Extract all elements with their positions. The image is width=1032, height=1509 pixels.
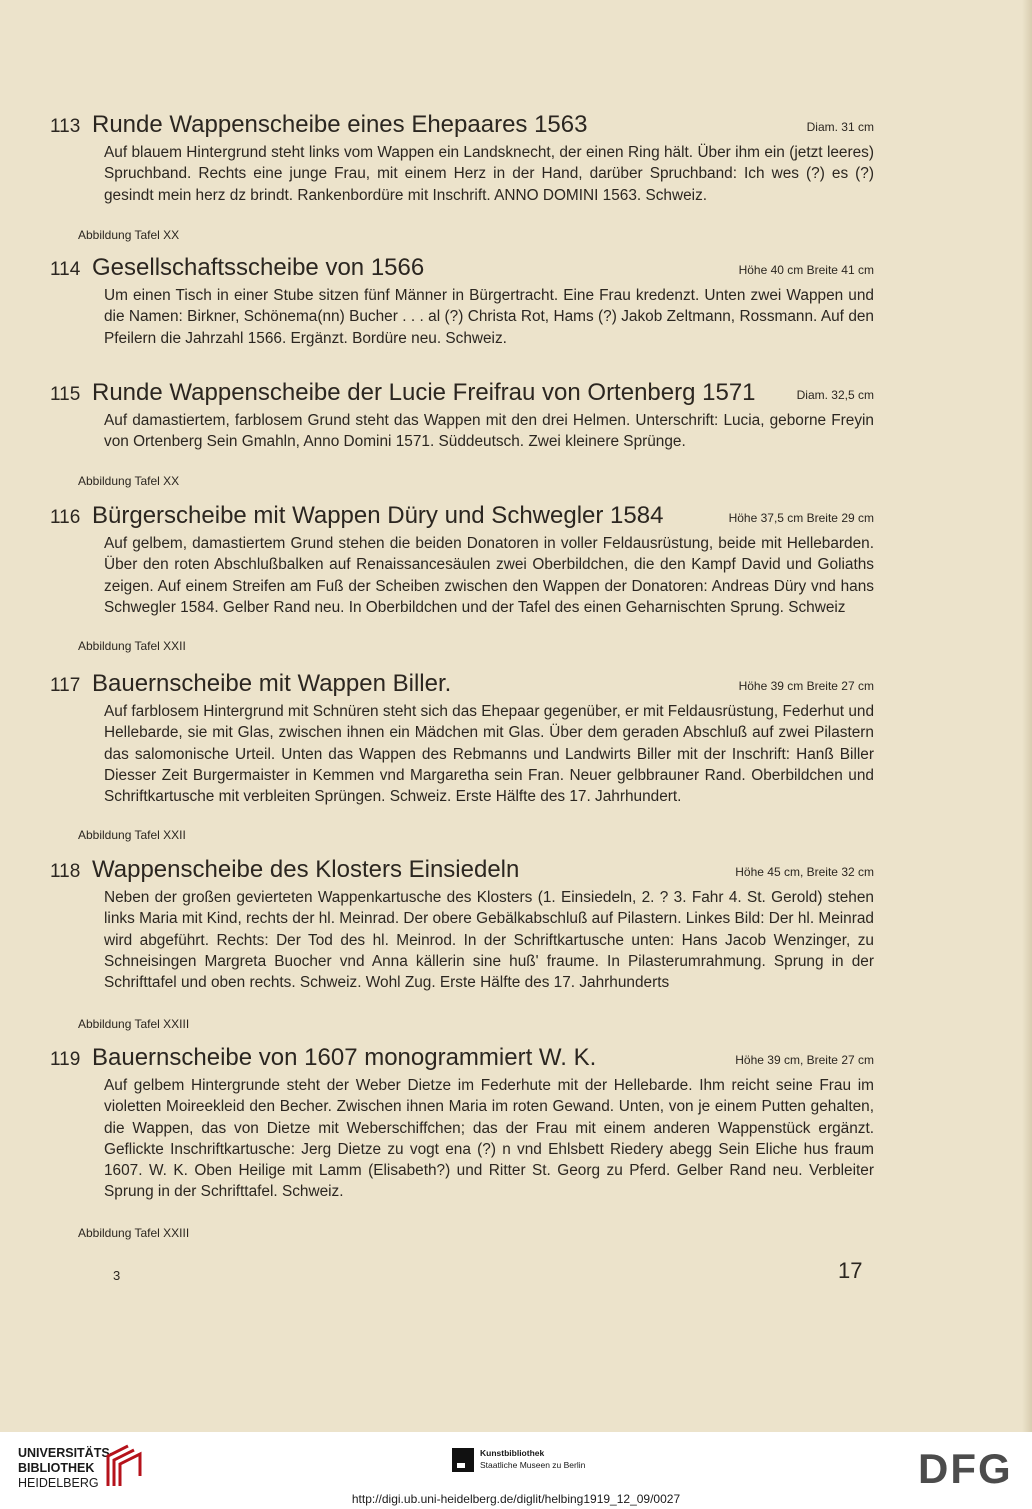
entry-dimensions: Höhe 39 cm, Breite 27 cm <box>735 1053 874 1067</box>
entry-dimensions: Höhe 37,5 cm Breite 29 cm <box>728 511 874 525</box>
permalink-url[interactable]: http://digi.ub.uni-heidelberg.de/diglit/helbing1919_12_09/0027 <box>351 1492 681 1506</box>
entry-plate-reference: Abbildung Tafel XX <box>78 228 180 242</box>
entry-description: Auf blauem Hintergrund steht links vom Wappen ein Landsknecht, der einen Ring hält. Über ihm ein (jetzt leeres) Spruchband. Rechts eine junge Frau, mit einem Herz in der Hand, darüber Spruchband: Ich wes (?) es (?) gesindt mein herz dz brindt. Rankenbordüre mit Inschrift. ANNO DOMINI 1563. Schweiz. <box>104 144 874 204</box>
entry-title: Wappenscheibe des Klosters Einsiedeln <box>92 856 520 883</box>
signature-mark: 3 <box>113 1268 121 1283</box>
lot-number: 119 <box>50 1049 81 1070</box>
lot-number: 116 <box>50 507 81 528</box>
university-library-name <box>18 1446 114 1491</box>
entry-description: Auf farblosem Hintergrund mit Schnüren steht sich das Ehepaar gegenüber, er mit Feldausrüstung, Federhut und Hellebarde, sie mit Glas, zwischen ihnen ein Mädchen mit Glas. Über dem geraden Abschluß auf zwei Pilastern das salomonische Urteil. Unten das Wappen des Rebmanns und Landwirts Biller mit der Inschrift: Hanß Biller Diesser Zeit Burgermaister in Kemmen vnd Margaretha sein Fran. Neuer gelbbrauner Rand. Oberbildchen und Schriftkartusche mit verbleiten Sprüngen. Schweiz. Erste Hälfte des 17. Jahrhundert. <box>104 703 874 806</box>
entry-title: Bauernscheibe mit Wappen Biller. <box>92 670 452 697</box>
lot-number: 114 <box>50 259 81 280</box>
entry-title: Runde Wappenscheibe eines Ehepaares 1563 <box>92 111 588 138</box>
lot-number: 118 <box>50 861 81 882</box>
dfg-logo: DFG <box>918 1445 1013 1492</box>
kunstbibliothek-logo-icon <box>452 1448 474 1472</box>
kb-line-2: Staatliche Museen zu Berlin <box>480 1460 586 1470</box>
kunstbibliothek-name <box>480 1447 585 1471</box>
entry-plate-reference: Abbildung Tafel XXIII <box>78 1226 190 1240</box>
entry-title: Bauernscheibe von 1607 monogrammiert W. K. <box>92 1044 597 1071</box>
entry-description: Auf gelbem Hintergrunde steht der Weber Dietze im Federhute mit der Hellebarde. Ihm reicht seine Frau im violetten Moireekleid den Becher. Zwischen ihnen Maria im roten Gewand. Unten, von je einem Putten gehalten, die Wappen, das von Dietze mit Weberschiffchen; das der Frau mit einem anderen Wappenstück ergänzt. Geflickte Inschriftkartusche: Jerg Dietze zu vogt ena (?) n vnd Ehlsbett Riedery abegg Sein Eliche hus fraum 1607. W. K. Oben Heilige mit Lamm (Elisabeth?) und Ritter St. Georg zu Pferd. Gelber Rand neu. Verbleiter Sprung in der Schrifttafel. Schweiz. <box>104 1077 874 1201</box>
lot-number: 115 <box>50 384 81 405</box>
entry-description: Auf damastiertem, farblosem Grund steht das Wappen mit den drei Helmen. Unterschrift: Lucia, geborne Freyin von Ortenberg Sein Gmahln, Anno Domini 1571. Süddeutsch. Zwei kleinere Sprünge. <box>104 412 874 451</box>
lot-number: 113 <box>50 116 81 137</box>
entry-plate-reference: Abbildung Tafel XX <box>78 474 180 488</box>
uni-line-2: BIBLIOTHEK <box>18 1461 95 1475</box>
uni-line-1: UNIVERSITÄTS- <box>18 1446 114 1460</box>
entry-dimensions: Diam. 31 cm <box>806 120 874 134</box>
lot-number: 117 <box>50 675 81 696</box>
entry-dimensions: Höhe 45 cm, Breite 32 cm <box>735 865 874 879</box>
footer-bar <box>0 1432 1032 1509</box>
entry-plate-reference: Abbildung Tafel XXII <box>78 639 186 653</box>
entry-dimensions: Diam. 32,5 cm <box>796 388 874 402</box>
university-library-logo-icon <box>104 1442 144 1490</box>
entry-description: Um einen Tisch in einer Stube sitzen fünf Männer in Bürgertracht. Eine Frau kredenzt. Unten zwei Wappen und die Namen: Birkner, Schönema(nn) Bucher . . . al (?) Christa Rot, Hams (?) Jakob Zeltmann, Rossmann. Auf den Pfeilern die Jahrzahl 1566. Ergänzt. Bordüre neu. Schweiz. <box>104 287 874 347</box>
entry-dimensions: Höhe 40 cm Breite 41 cm <box>738 263 874 277</box>
entry-dimensions: Höhe 39 cm Breite 27 cm <box>738 679 874 693</box>
page-number: 17 <box>838 1258 863 1283</box>
entry-description: Auf gelbem, damastiertem Grund stehen die beiden Donatoren in voller Feldausrüstung, beide mit Hellebarden. Über den roten Abschlußbalken auf Renaissancesäulen zwei Oberbildchen, die den Kampf David und Goliaths zeigen. Auf einem Streifen am Fuß der Scheiben zwischen den Wappen der Donatoren: Andreas Düry vnd hans Schwegler 1584. Gelber Rand neu. In Oberbildchen und der Tafel des einen Geharnischten Sprung. Schweiz <box>104 535 874 616</box>
kb-line-1: Kunstbibliothek <box>480 1448 545 1458</box>
entry-title: Bürgerscheibe mit Wappen Düry und Schwegler 1584 <box>92 502 664 529</box>
entry-plate-reference: Abbildung Tafel XXII <box>78 828 186 842</box>
entry-plate-reference: Abbildung Tafel XXIII <box>78 1017 190 1031</box>
entry-title: Gesellschaftsscheibe von 1566 <box>92 254 425 281</box>
entry-description: Neben der großen gevierteten Wappenkartusche des Klosters (1. Einsiedeln, 2. ? 3. Fahr 4. St. Gerold) stehen links Maria mit Kind, rechts der hl. Meinrad. Der obere Gebälkabschluß auf Pilastern. Linkes Bild: Der hl. Meinrad wird abgeführt. Rechts: Der Tod des hl. Meinrod. In der Schriftkartusche unten: Hans Jacob Wenzinger, zu Schneisingen Margreta Buocher vnd Anna källerin sine huß' fraume. In Pilasterumrahmung. Sprung in der Schrifttafel und oben rechts. Schweiz. Wohl Zug. Erste Hälfte des 17. Jahrhunderts <box>104 889 874 992</box>
entry-title: Runde Wappenscheibe der Lucie Freifrau von Ortenberg 1571 <box>92 379 756 406</box>
uni-line-3: HEIDELBERG <box>18 1476 99 1490</box>
